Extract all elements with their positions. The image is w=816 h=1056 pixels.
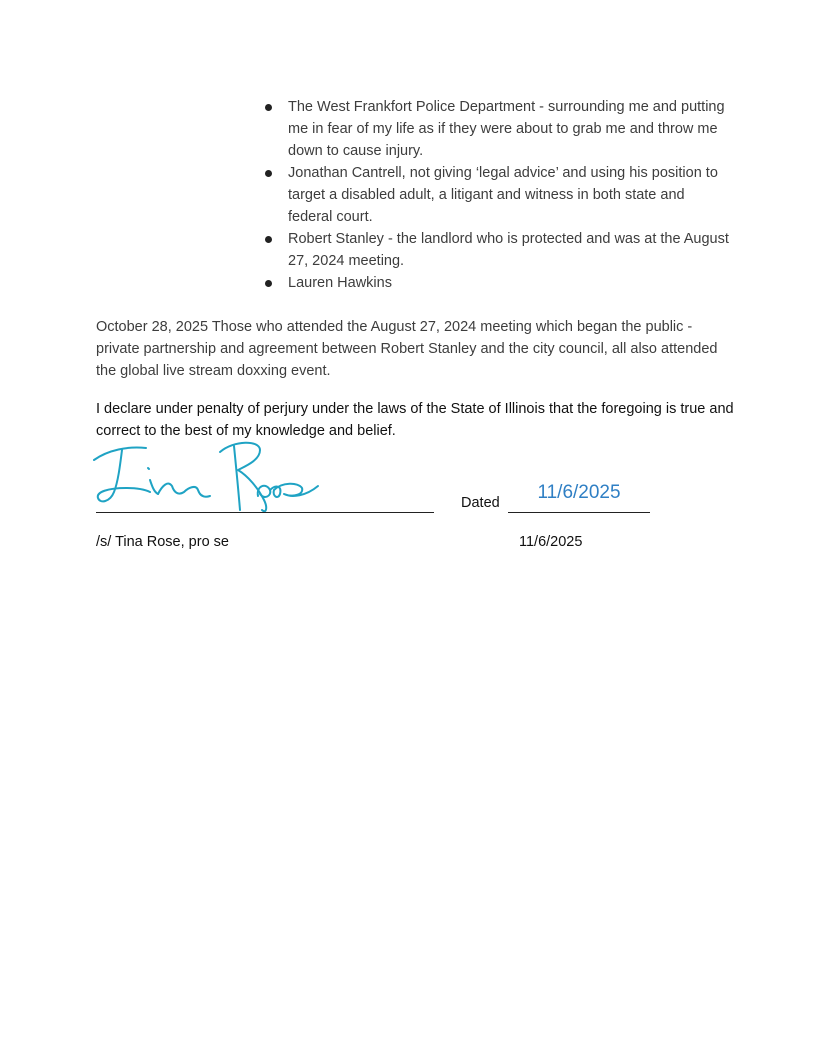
signed-date: 11/6/2025 xyxy=(519,534,583,550)
signature-stroke xyxy=(150,480,158,494)
signature-stroke xyxy=(270,484,318,497)
dated-value: 11/6/2025 xyxy=(537,482,621,503)
list-item-text: Jonathan Cantrell, not giving ‘legal advice’ and using his position to target a disabled adult, a litigant and witness in both state and federal court. xyxy=(288,165,718,225)
bullet-icon xyxy=(265,236,272,243)
body-paragraph: October 28, 2025 Those who attended the August 27, 2024 meeting which began the public - private partnership and agreement between Robert Stanley and the city council, all also attended the global live stream doxxing event. xyxy=(96,319,718,379)
list-item-text: Lauren Hawkins xyxy=(288,275,392,291)
list-item-text: The West Frankfort Police Department - surrounding me and putting me in fear of my life as if they were about to grab me and throw me down to cause injury. xyxy=(288,99,725,159)
signature-line xyxy=(96,512,434,513)
dated-label: Dated xyxy=(461,495,500,511)
list-item xyxy=(262,228,732,272)
bullet-list xyxy=(262,96,732,294)
signature-stroke xyxy=(220,443,266,512)
bullet-icon xyxy=(265,104,272,111)
signer-name: /s/ Tina Rose, pro se xyxy=(96,534,229,550)
bullet-icon xyxy=(265,170,272,177)
declaration-statement: I declare under penalty of perjury under the laws of the State of Illinois that the foregoing is true and correct to the best of my knowledge and belief. xyxy=(96,401,734,439)
list-item-text: Robert Stanley - the landlord who is protected and was at the August 27, 2024 meeting. xyxy=(288,231,729,269)
signature-stroke xyxy=(234,446,240,510)
list-item xyxy=(262,162,732,228)
list-item xyxy=(262,272,732,294)
signature-stroke xyxy=(148,468,149,469)
dated-line xyxy=(508,512,650,513)
handwritten-signature xyxy=(88,436,328,520)
signature-stroke xyxy=(158,484,210,497)
bullet-icon xyxy=(265,280,272,287)
list-item xyxy=(262,96,732,162)
signature-stroke xyxy=(98,450,150,501)
